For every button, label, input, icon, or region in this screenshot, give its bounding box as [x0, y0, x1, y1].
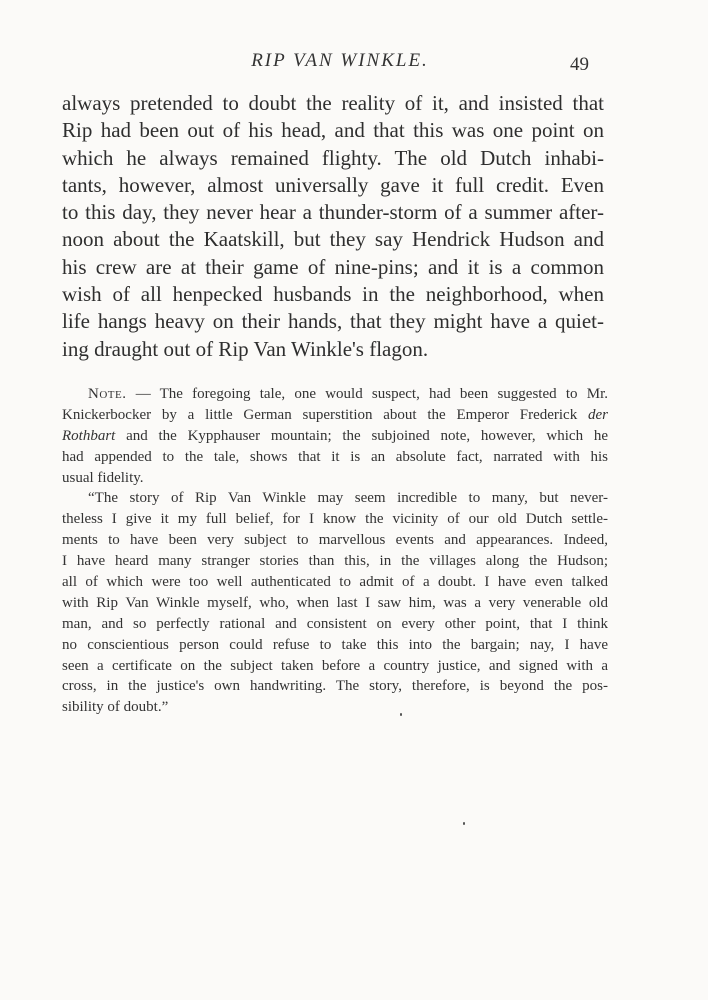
body-line: his crew are at their game of nine-pins; and it is a common: [62, 254, 604, 279]
body-paragraph: [62, 90, 604, 363]
quote-line: with Rip Van Winkle myself, who, when last I saw him, was a very venerable old: [62, 594, 608, 611]
body-line: to this day, they never hear a thunder-storm of a summer after-: [62, 200, 604, 225]
quote-line: “The story of Rip Van Winkle may seem incredible to many, but never-: [88, 490, 608, 507]
quote-line: man, and so perfectly rational and consistent on every other point, that I think: [62, 615, 608, 632]
note-italic-text: Rothbart: [62, 427, 116, 444]
note-line: [62, 426, 608, 447]
note-text: — The foregoing tale, one would suspect, had been suggested to Mr.: [126, 386, 608, 402]
body-line: tants, however, almost universally gave it full credit. Even: [62, 172, 604, 197]
body-line: life hangs heavy on their hands, that they might have a quiet-: [62, 309, 604, 334]
quote-line: sibility of doubt.”: [62, 699, 169, 716]
quote-line: seen a certificate on the subject taken before a country justice, and signed with a: [62, 657, 608, 674]
body-line: Rip had been out of his head, and that this was one point on: [62, 118, 604, 143]
note-line: usual fidelity.: [62, 469, 144, 486]
print-speck: [400, 713, 402, 716]
body-line: wish of all henpecked husbands in the neighborhood, when: [62, 282, 604, 307]
quote-line: cross, in the justice's own handwriting. The story, therefore, is beyond the pos-: [62, 678, 608, 695]
body-line: which he always remained flighty. The old Dutch inhabi-: [62, 145, 604, 170]
note-line: had appended to the tale, shows that it is an absolute fact, narrated with his: [62, 448, 608, 465]
note-text: Knickerbocker by a little German superstition about the Emperor Frederick: [62, 406, 588, 423]
body-line: always pretended to doubt the reality of it, and insisted that: [62, 91, 604, 115]
footnote: [62, 384, 608, 718]
note-italic-text: der: [588, 406, 608, 423]
note-text: and the Kypphauser mountain; the subjoined note, however, which he: [115, 427, 608, 444]
note-line: [62, 384, 608, 405]
quote-line: I have heard many stranger stories than this, in the villages along the Hudson;: [62, 553, 608, 570]
quote-line: no conscientious person could refuse to take this into the bargain; nay, I have: [62, 636, 608, 653]
body-line: noon about the Kaatskill, but they say Hendrick Hudson and: [62, 227, 604, 252]
quote-line: theless I give it my full belief, for I know the vicinity of our old Dutch settle-: [62, 511, 608, 528]
quote-line: ments to have been very subject to marvellous events and appearances. Indeed,: [62, 532, 608, 549]
page-number: 49: [570, 54, 589, 75]
page-header: [0, 50, 708, 78]
quote-line: all of which were too well authenticated to admit of a doubt. I have even talked: [62, 574, 608, 591]
running-title: RIP VAN WINKLE.: [251, 50, 429, 71]
body-line: ing draught out of Rip Van Winkle's flagon.: [62, 336, 429, 361]
note-line: [62, 405, 608, 426]
note-label: Note.: [88, 386, 127, 402]
print-speck: [463, 822, 465, 825]
